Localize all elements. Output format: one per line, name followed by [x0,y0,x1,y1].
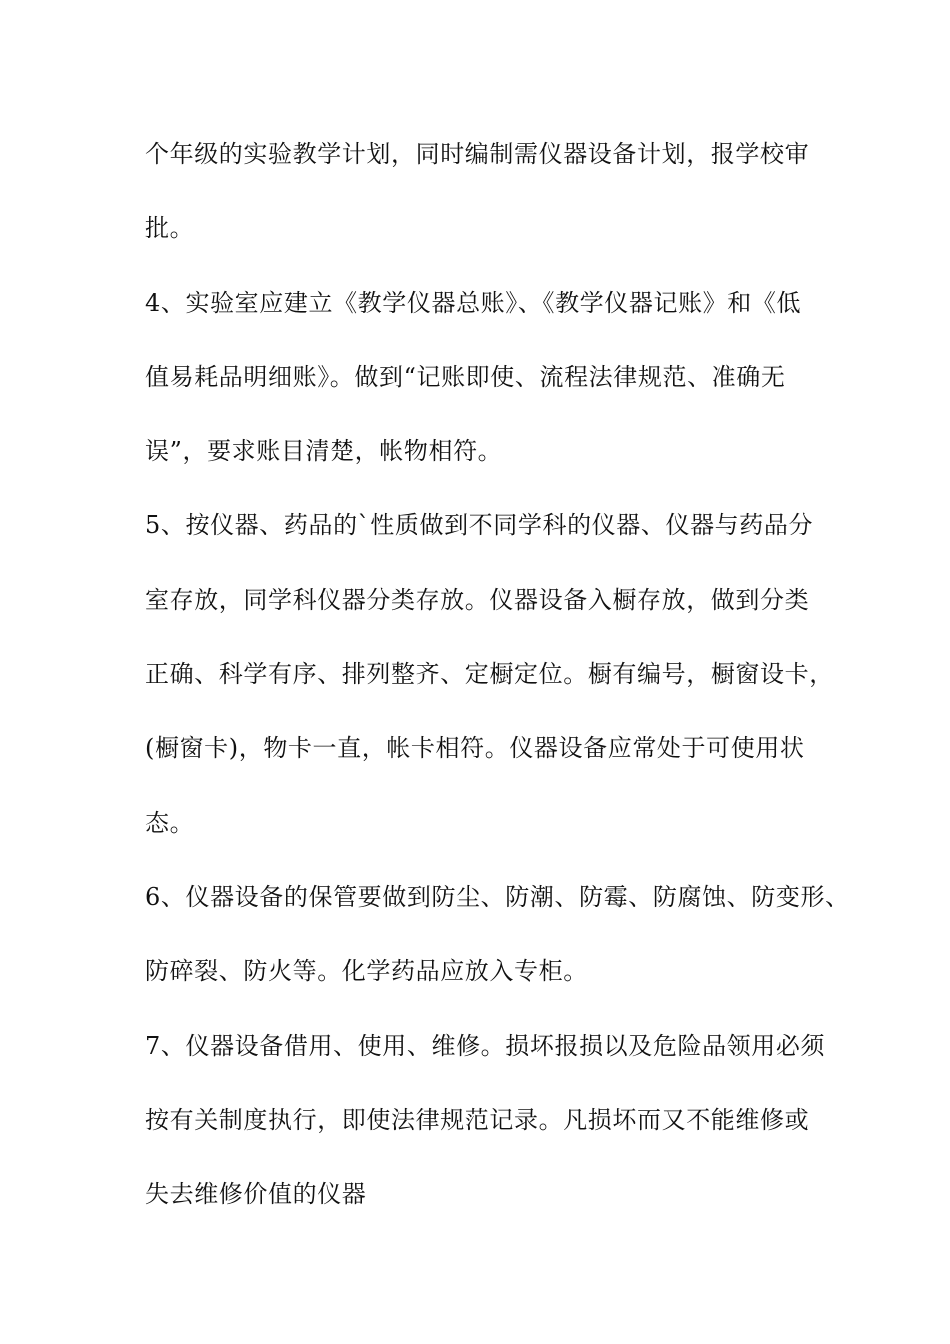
text-line: 室存放，同学科仪器分类存放。仪器设备入橱存放，做到分类 [145,585,810,614]
text-line: 个年级的实验教学计划，同时编制需仪器设备计划，报学校审 [145,140,810,168]
text-line: 值易耗品明细账》。做到“记账即使、流程法律规范、准确无 [145,362,786,391]
text-line: 失去维修价值的仪器 [145,1180,367,1209]
document-body [145,130,850,1244]
text-line: 6、仪器设备的保管要做到防尘、防潮、防霉、防腐蚀、防变形、 [145,882,850,911]
text-line: 4、实验室应建立《教学仪器总账》、《教学仪器记账》和《低 [145,288,802,317]
text-line: 批。 [145,214,195,243]
text-line: 7、仪器设备借用、使用、维修。损坏报损以及危险品领用必须 [145,1031,826,1060]
text-line: 5、按仪器、药品的`性质做到不同学科的仪器、仪器与药品分 [145,511,814,540]
text-line: 态。 [145,808,195,837]
text-line: (橱窗卡)，物卡一直，帐卡相符。仪器设备应常处于可使用状 [145,734,805,763]
text-line: 按有关制度执行，即使法律规范记录。凡损坏而又不能维修或 [145,1105,810,1134]
text-line: 防碎裂、防火等。化学药品应放入专柜。 [145,957,588,986]
text-line: 误”，要求账目清楚，帐物相符。 [145,437,503,466]
text-line: 正确、科学有序、排列整齐、定橱定位。橱有编号，橱窗设卡， [145,660,834,689]
